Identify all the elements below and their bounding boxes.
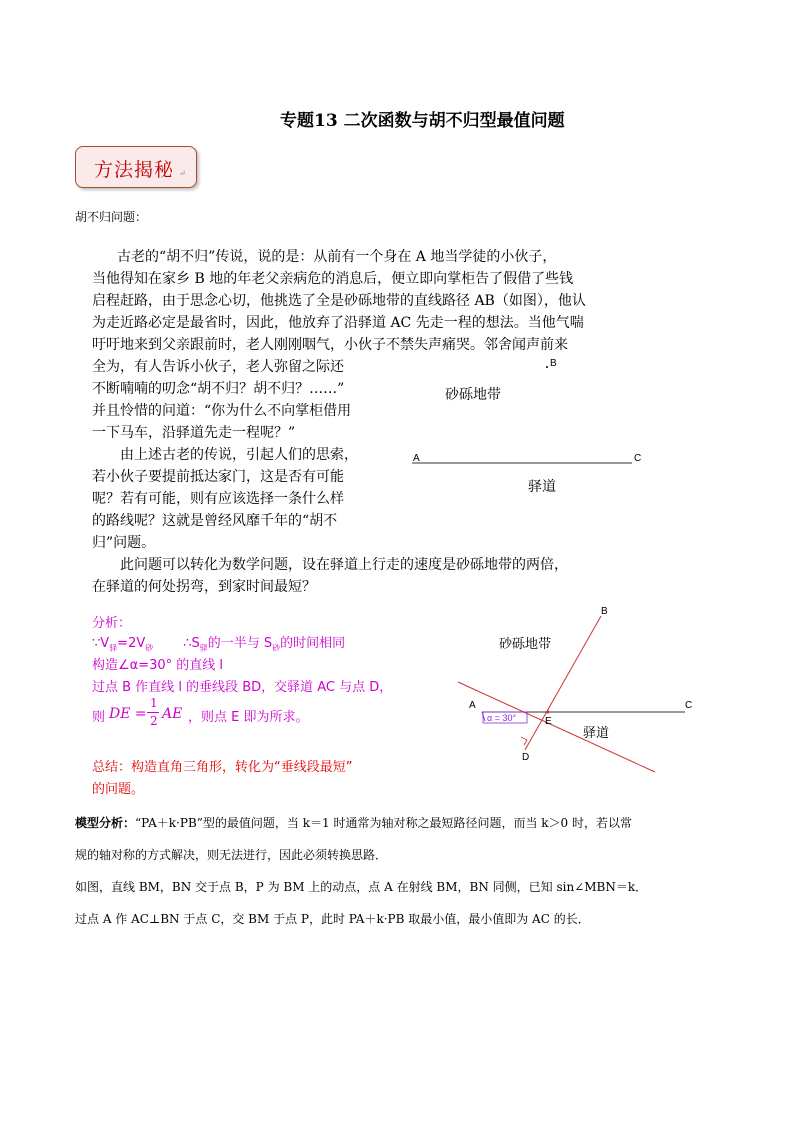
road-label: 驿道	[583, 726, 610, 741]
analysis-text: =2V	[117, 636, 146, 651]
point-e-dot	[547, 711, 550, 714]
story-line: 归”问题。	[92, 535, 156, 551]
story-line: 在驿道的何处拐弯，到家时间最短？	[92, 579, 316, 595]
model-line-4: 过点 A 作 AC⊥BN 于点 C，交 BM 于点 P，此时 PA＋k·PB 取最小值，最小值即为 AC 的长．	[75, 912, 590, 926]
point-b-dot	[546, 366, 548, 368]
figure-gravel-road	[400, 350, 660, 500]
summary-line-2: 的问题。	[92, 782, 145, 797]
analysis-subscript: 驿	[199, 643, 208, 653]
analysis-line-2: 构造∠α=30° 的直线 l	[92, 658, 224, 673]
story-line: 启程赶路，由于思念心切，他挑选了全是砂砾地带的直线路径 AB（如图），他认	[92, 293, 586, 309]
analysis-text: 则	[92, 710, 106, 725]
model-line-2: 规的轴对称的方式解决，则无法进行，因此必须转换思路．	[75, 848, 388, 862]
story-line: 古老的“胡不归”传说，说的是：从前有一个身在 A 地当学徒的小伙子，	[117, 249, 557, 265]
story-line: 为走近路必定是最省时，因此，他放弃了沿驿道 AC 先走一程的想法。当他气喘	[92, 315, 584, 331]
analysis-text: ∵V	[92, 636, 110, 651]
point-b-label: B	[601, 606, 608, 617]
analysis-text: ，则点 E 即为所求。	[188, 710, 309, 725]
angle-arc	[482, 712, 485, 721]
point-a-label: A	[413, 453, 420, 464]
story-line: 此问题可以转化为数学问题，设在驿道上行走的速度是砂砾地带的两倍，	[120, 557, 568, 573]
analysis-line-3: 过点 B 作直线 l 的垂线段 BD，交驿道 AC 与点 D，	[92, 680, 393, 695]
figure-construction	[455, 600, 695, 780]
story-line: 呢？若有可能，则有应该选择一条什么样	[92, 491, 344, 507]
model-line-3: 如图，直线 BM，BN 交于点 B，P 为 BM 上的动点，点 A 在射线 BM，BN 同侧，已知 sin∠MBN＝k．	[75, 880, 648, 894]
story-line: 由上述古老的传说，引起人们的思索，	[120, 447, 358, 463]
method-badge-label: 方法揭秘	[94, 159, 175, 181]
analysis-text: 的时间相同	[280, 636, 346, 651]
summary-line-1: 总结：构造直角三角形，转化为“垂线段最短”	[92, 760, 353, 775]
angle-label: α = 30°	[487, 713, 517, 723]
point-c-label: C	[634, 453, 642, 464]
analysis-text: 的一半与 S	[207, 636, 273, 651]
formula-numerator: 1	[150, 696, 158, 710]
model-text: “PA＋k·PB”型的最值问题，当 k＝1 时通常为轴对称之最短路径问题，而当 k＞0 时，若以常	[135, 816, 632, 830]
story-line: 全为，有人告诉小伙子，老人弥留之际还	[92, 359, 344, 375]
formula-denominator: 2	[150, 714, 158, 728]
paragraph-mark-icon: ↵	[179, 169, 187, 178]
analysis-subscript: 砂	[272, 643, 281, 653]
story-line: 若小伙子要提前抵达家门，这是否有可能	[92, 469, 344, 485]
point-b-label: B	[550, 358, 557, 369]
gravel-region-label: 砂砾地带	[499, 637, 552, 652]
story-line: 并且怜惜的问道：“你为什么不向掌柜借用	[92, 403, 352, 419]
section-label: 胡不归问题：	[75, 210, 148, 224]
analysis-heading: 分析：	[92, 616, 132, 631]
point-e-label: E	[545, 716, 552, 727]
point-d-label: D	[522, 752, 530, 763]
method-badge	[75, 146, 197, 188]
story-line: 不断喃喃的叨念“胡不归？胡不归？……”	[92, 381, 345, 397]
formula-lhs: DE =	[109, 706, 147, 722]
model-line-1	[75, 814, 632, 831]
formula-rhs: AE	[162, 706, 183, 722]
story-line: 当他得知在家乡 B 地的年老父亲病危的消息后，便立即向掌柜告了假借了些钱	[92, 271, 574, 287]
analysis-subscript: 驿	[109, 643, 118, 653]
right-angle-mark	[521, 737, 527, 745]
point-c-label: C	[685, 700, 693, 711]
model-label: 模型分析：	[75, 816, 136, 830]
analysis-text: ∴S	[183, 636, 200, 651]
analysis-subscript: 砂	[145, 643, 154, 653]
road-label: 驿道	[528, 479, 556, 495]
point-a-label: A	[469, 700, 476, 711]
story-line: 的路线呢？这就是曾经风靡千年的“胡不	[92, 513, 338, 529]
line-l	[458, 682, 655, 772]
formula-fraction-bar	[147, 712, 159, 713]
story-line: 吁吁地来到父亲跟前时，老人刚刚咽气，小伙子不禁失声痛哭。邻舍闻声前来	[92, 337, 568, 353]
gravel-region-label: 砂砾地带	[445, 387, 501, 403]
story-line: 一下马车，沿驿道先走一程呢？”	[92, 425, 296, 441]
analysis-line-1	[92, 632, 345, 654]
page-title: 专题13 二次函数与胡不归型最值问题	[280, 111, 565, 131]
